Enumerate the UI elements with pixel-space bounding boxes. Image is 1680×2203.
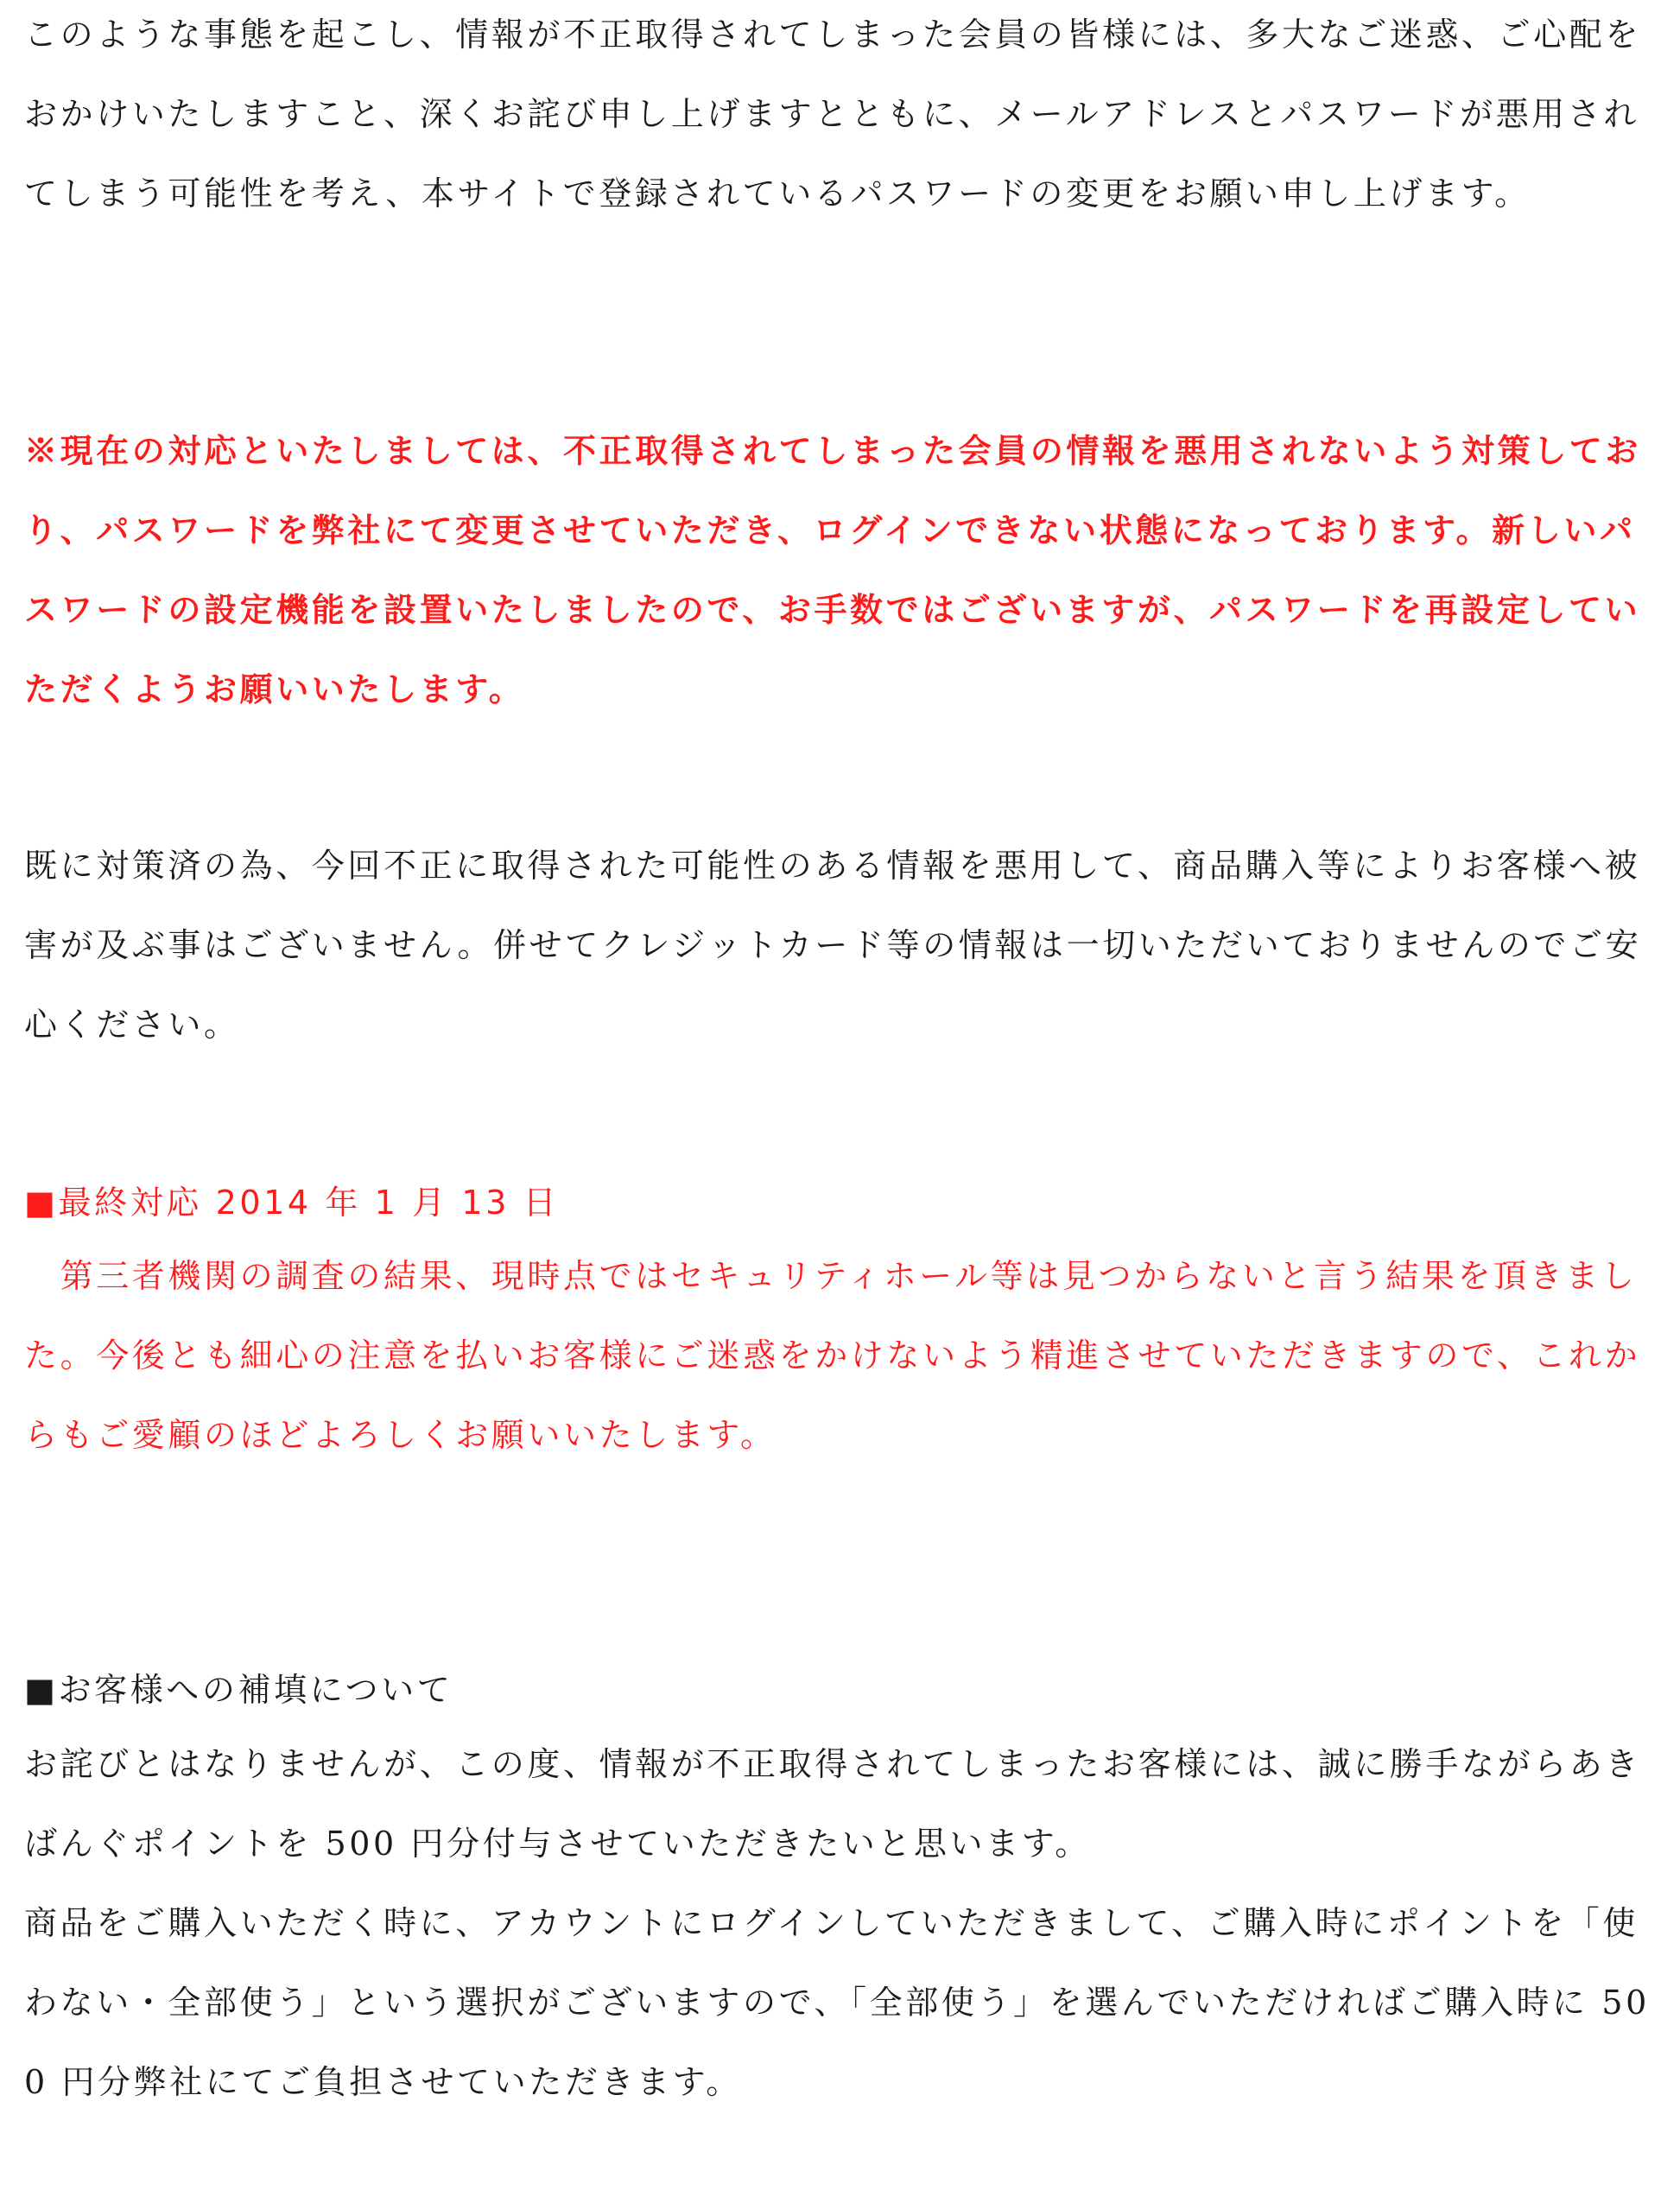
compensation-paragraph-1: お詫びとはなりませんが、この度、情報が不正取得されてしまったお客様には、誠に勝手ながらあきばんぐポイントを 500 円分付与させていただきたいと思います。 [24, 1745, 1642, 1863]
compensation-paragraph-2: 商品をご購入いただく時に、アカウントにログインしていただきまして、ご購入時にポイントを「使わない・全部使う」という選択がございますので、「全部使う」を選んでいただければご購入時に 500 円分弊社にてご負担させていただきます。 [24, 1904, 1650, 2101]
reassurance-paragraph: 既に対策済の為、今回不正に取得された可能性のある情報を悪用して、商品購入等によりお客様へ被害が及ぶ事はございません。併せてクレジットカード等の情報は一切いただいておりませんのでご安心ください。 [24, 847, 1642, 1044]
apology-paragraph: このような事態を起こし、情報が不正取得されてしまった会員の皆様には、多大なご迷惑、ご心配をおかけいたしますこと、深くお詫び申し上げますとともに、メールアドレスとパスワードが悪用されてしまう可能性を考え、本サイトで登録されているパスワードの変更をお願い申し上げます。 [24, 16, 1642, 213]
final-response-heading: ■最終対応 2014 年 1 月 13 日 [24, 1184, 560, 1222]
final-response-body: 第三者機関の調査の結果、現時点ではセキュリティホール等は見つからないと言う結果を頂きました。今後とも細心の注意を払いお客様にご迷惑をかけないよう精進させていただきますので、これからもご愛顧のほどよろしくお願いいたします。 [24, 1257, 1641, 1454]
compensation-heading: ■お客様への補填について [24, 1671, 453, 1709]
current-response-notice: ※現在の対応といたしましては、不正取得されてしまった会員の情報を悪用されないよう対策しており、パスワードを弊社にて変更させていただき、ログインできない状態になっております。新しいパスワードの設定機能を設置いたしましたので、お手数ではございますが、パスワードを再設定していただくようお願いいたします。 [24, 431, 1642, 708]
